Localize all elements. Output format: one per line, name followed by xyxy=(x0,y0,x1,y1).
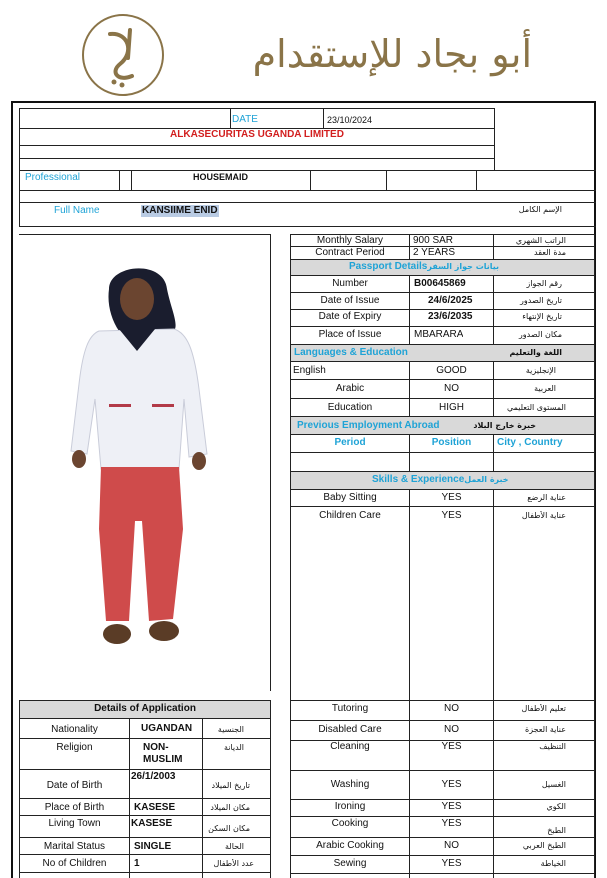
date-label: DATE xyxy=(232,114,258,125)
nationality-label: Nationality xyxy=(51,724,98,735)
skill-label-ar: عناية العجزة xyxy=(525,725,566,734)
issue-date-label-ar: تاريخ الصدور xyxy=(520,296,562,305)
contract-value: 2 YEARS xyxy=(413,247,456,258)
salary-value: 900 SAR xyxy=(413,235,454,246)
skill-label-ar: الخياطة xyxy=(540,859,566,868)
skill-label: Ironing xyxy=(334,801,366,812)
marital-status-label: Marital Status xyxy=(43,841,106,852)
arabic-label: Arabic xyxy=(335,383,365,394)
skill-label: Washing xyxy=(330,779,370,790)
birth-date-label: Date of Birth xyxy=(46,780,103,791)
passport-title-ar: بيانات جواز السفر xyxy=(427,262,500,271)
marital-status-label-ar: الحالة xyxy=(225,842,244,851)
birth-place-label-ar: مكان الميلاد xyxy=(210,803,250,812)
issue-date-label: Date of Issue xyxy=(320,295,380,306)
professional-label: Professional xyxy=(25,172,81,183)
children-count-value: 1 xyxy=(134,858,140,869)
employment-col-city: City , Country xyxy=(497,437,563,448)
employment-col-position: Position xyxy=(431,437,472,448)
skill-value: YES xyxy=(441,779,462,790)
skills-section-title xyxy=(372,474,509,486)
marital-status-value: SINGLE xyxy=(134,841,172,852)
skill-value: YES xyxy=(441,818,462,829)
skill-label: Cleaning xyxy=(330,741,370,752)
expiry-date-value: 23/6/2035 xyxy=(428,311,473,322)
salary-label-ar: الراتب الشهري xyxy=(515,236,566,245)
full-name-label-ar: الإسم الكامل xyxy=(518,205,562,214)
applicant-photo xyxy=(49,259,249,679)
living-town-value: KASESE xyxy=(131,818,173,829)
skill-value: YES xyxy=(441,801,462,812)
contract-label-ar: مدة العقد xyxy=(534,248,566,257)
birth-date-label-ar: تاريخ الميلاد xyxy=(211,781,250,790)
english-label: English xyxy=(293,365,326,376)
nationality-value: UGANDAN xyxy=(141,723,193,734)
languages-title-en: Languages & Education xyxy=(294,347,408,358)
employment-title-en: Previous Employment Abroad xyxy=(297,420,440,431)
issue-date-value: 24/6/2025 xyxy=(428,295,473,306)
skill-label-ar: الطبخ xyxy=(547,826,566,835)
education-label: Education xyxy=(327,402,373,413)
living-town-label: Living Town xyxy=(48,818,101,829)
education-value: HIGH xyxy=(439,402,464,413)
full-name-value: KANSIIME ENID xyxy=(142,205,218,216)
religion-label-ar: الديانة xyxy=(223,743,244,752)
children-count-label: No of Children xyxy=(42,858,107,869)
issue-place-label: Place of Issue xyxy=(318,329,382,340)
logo-emblem-icon xyxy=(80,12,166,98)
agency-name: ALKASECURITAS UGANDA LIMITED xyxy=(170,129,344,140)
skill-value: NO xyxy=(444,703,459,714)
issue-place-label-ar: مكان الصدور xyxy=(518,330,562,339)
skill-label-ar: الكوي xyxy=(546,802,566,811)
nationality-label-ar: الجنسية xyxy=(217,725,244,734)
skill-label: Cooking xyxy=(331,818,369,829)
skill-label-ar: الغسيل xyxy=(541,780,566,789)
passport-number-label-ar: رقم الجواز xyxy=(526,279,562,288)
skill-value: NO xyxy=(444,840,459,851)
english-label-ar: الإنجليزية xyxy=(525,366,556,375)
arabic-label-ar: العربية xyxy=(534,384,556,393)
birth-place-label: Place of Birth xyxy=(44,802,105,813)
date-value: 23/10/2024 xyxy=(327,115,373,125)
contract-label: Contract Period xyxy=(315,247,385,258)
skill-label-ar: التنظيف xyxy=(539,742,566,751)
skill-label: Tutoring xyxy=(331,703,369,714)
logo-header xyxy=(0,0,607,100)
expiry-date-label-ar: تاريخ الإنتهاء xyxy=(522,312,562,321)
children-count-label-ar: عدد الأطفال xyxy=(213,859,254,868)
skill-value: YES xyxy=(441,510,462,521)
skill-value: YES xyxy=(441,741,462,752)
photo-frame xyxy=(19,234,271,691)
employment-title-ar: خبرة خارج البلاد xyxy=(473,421,536,430)
full-name-label: Full Name xyxy=(54,205,100,216)
skill-label-ar: عناية الأطفال xyxy=(521,511,566,520)
skill-value: YES xyxy=(441,858,462,869)
skill-label: Arabic Cooking xyxy=(316,840,384,851)
skill-label: Children Care xyxy=(319,510,381,521)
expiry-date-label: Date of Expiry xyxy=(318,311,382,322)
issue-place-value: MBARARA xyxy=(414,329,464,340)
birth-date-value: 26/1/2003 xyxy=(131,771,176,782)
birth-place-value: KASESE xyxy=(134,802,176,813)
employment-col-period: Period xyxy=(334,437,366,448)
application-title: Details of Application xyxy=(94,703,196,714)
skill-value: YES xyxy=(441,492,462,503)
english-value: GOOD xyxy=(436,365,467,376)
logo-text: أبو بجاد للإستقدام xyxy=(252,32,532,76)
skill-label: Baby Sitting xyxy=(323,492,377,503)
skill-value: NO xyxy=(444,724,459,735)
living-town-label-ar: مكان السكن xyxy=(208,824,250,833)
passport-section-title xyxy=(349,261,499,273)
religion-value: NON-MUSLIM xyxy=(143,742,183,765)
skills-title-en: Skills & Experience xyxy=(372,474,465,485)
skill-label-ar: عناية الرضع xyxy=(527,493,566,502)
passport-number-value: B00645869 xyxy=(414,278,466,289)
salary-label: Monthly Salary xyxy=(316,235,384,246)
professional-value: HOUSEMAID xyxy=(192,172,248,182)
skill-label: Disabled Care xyxy=(318,724,382,735)
passport-number-label: Number xyxy=(332,278,368,289)
passport-title-en: Passport Details xyxy=(349,261,428,272)
education-label-ar: المستوى التعليمي xyxy=(506,403,566,412)
skills-title-ar: خبرة العمل xyxy=(464,475,509,484)
religion-label: Religion xyxy=(56,742,93,753)
arabic-value: NO xyxy=(444,383,459,394)
skill-label: Sewing xyxy=(333,858,367,869)
languages-title-ar: اللغة والتعليم xyxy=(509,348,562,357)
skill-label-ar: تعليم الأطفال xyxy=(521,704,566,713)
skill-label-ar: الطبخ العربي xyxy=(522,841,566,850)
